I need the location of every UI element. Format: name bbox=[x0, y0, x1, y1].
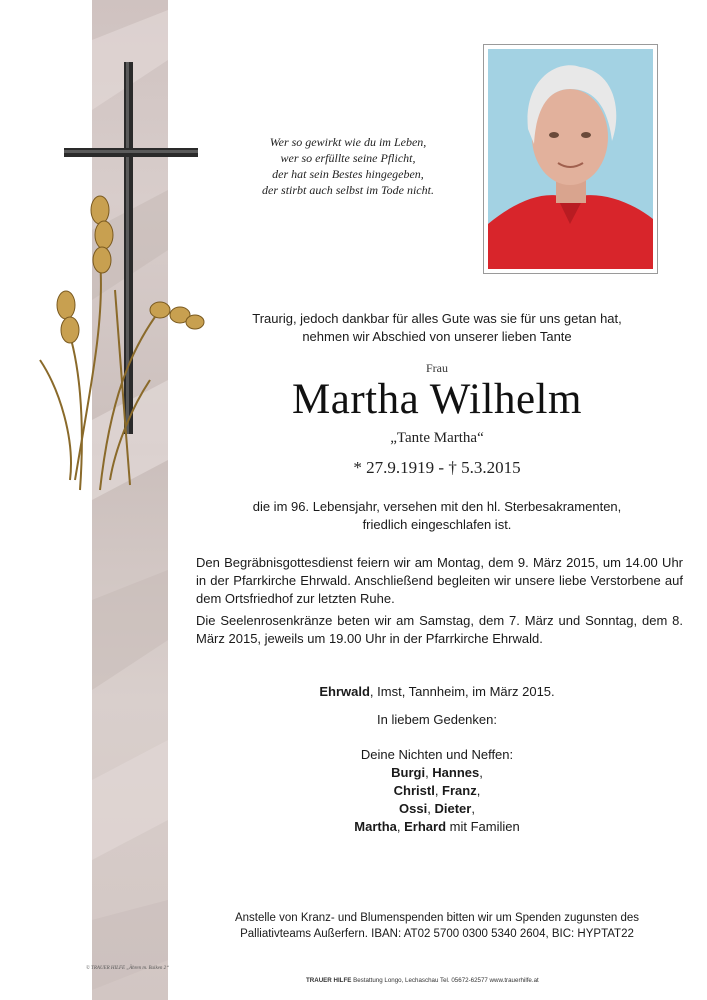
donation-line: Anstelle von Kranz- und Blumenspenden bitten wir um Spenden zugunsten des bbox=[234, 912, 640, 924]
family-member: Martha bbox=[354, 819, 397, 834]
age-line: die im 96. Lebensjahr, versehen mit den hl. Sterbesakramenten, bbox=[252, 499, 622, 514]
family-member: Dieter bbox=[434, 801, 472, 816]
poem-line: wer so erfüllte seine Pflicht, bbox=[280, 151, 416, 165]
copyright-note: © TRAUER HILFE „Ähren m. Balken 2“ bbox=[86, 966, 169, 971]
family-heading: Deine Nichten und Neffen: bbox=[360, 747, 514, 762]
deceased-name: Martha Wilhelm bbox=[292, 376, 582, 423]
cross-icon bbox=[64, 62, 198, 434]
intro-line: nehmen wir Abschied von unserer lieben Tante bbox=[302, 329, 572, 344]
place-line bbox=[180, 684, 694, 699]
intro-line: Traurig, jedoch dankbar für alles Gute was sie für uns getan hat, bbox=[252, 311, 622, 326]
family-member: Hannes bbox=[432, 765, 480, 780]
family-member: Ossi bbox=[399, 801, 428, 816]
family-line: Christl, Franz, bbox=[393, 783, 481, 798]
footer-details: Bestattung Longo, Lechaschau Tel. 05672-62577 www.trauerhilfe.at bbox=[351, 977, 539, 984]
town-name: Ehrwald bbox=[319, 684, 370, 699]
place-rest: , Imst, Tannheim, im März 2015. bbox=[369, 684, 555, 699]
family-suffix: mit Familien bbox=[449, 819, 520, 834]
nickname: „Tante Martha“ bbox=[390, 430, 484, 446]
intro-text bbox=[180, 310, 694, 346]
poem bbox=[236, 134, 460, 198]
age-line: friedlich eingeschlafen ist. bbox=[362, 517, 512, 532]
portrait-frame bbox=[483, 44, 658, 274]
family-line: Martha, Erhard mit Familien bbox=[354, 819, 520, 834]
family-line: Ossi, Dieter, bbox=[399, 801, 475, 816]
donation-note bbox=[180, 910, 694, 942]
family-member: Franz bbox=[442, 783, 477, 798]
life-dates: * 27.9.1919 - † 5.3.2015 bbox=[353, 458, 521, 477]
family-list bbox=[180, 746, 694, 836]
family-member: Burgi bbox=[391, 765, 426, 780]
rosary-paragraph: Die Seelenrosenkränze beten wir am Samstag, dem 7. März und Sonntag, dem 8. März 2015, jeweils um 19.00 Uhr in der Pfarrkirche Ehrwald. bbox=[196, 613, 683, 646]
salutation: Frau bbox=[426, 361, 448, 375]
poem-line: der stirbt auch selbst im Tode nicht. bbox=[262, 183, 434, 197]
funeral-paragraph: Den Begräbnisgottesdienst feiern wir am Montag, dem 9. März 2015, um 14.00 Uhr in der Pfarrkirche Ehrwald. Anschließend begleiten wir unsere liebe Verstorbene auf dem Ortsfriedhof zur letzten Ruhe. bbox=[196, 555, 683, 606]
family-line: Burgi, Hannes, bbox=[391, 765, 483, 780]
family-member: Christl bbox=[393, 783, 435, 798]
family-member: Erhard bbox=[404, 819, 447, 834]
footer bbox=[306, 977, 539, 984]
donation-line: Palliativteams Außerfern. IBAN: AT02 5700 0300 5340 2604, BIC: HYPTAT22 bbox=[240, 928, 634, 940]
poem-line: Wer so gewirkt wie du im Leben, bbox=[269, 135, 427, 149]
portrait-photo bbox=[488, 49, 653, 269]
age-text bbox=[180, 498, 694, 534]
memory-line: In liebem Gedenken: bbox=[377, 712, 497, 727]
poem-line: der hat sein Bestes hingegeben, bbox=[272, 167, 424, 181]
footer-brand: TRAUER HILFE bbox=[306, 977, 352, 984]
